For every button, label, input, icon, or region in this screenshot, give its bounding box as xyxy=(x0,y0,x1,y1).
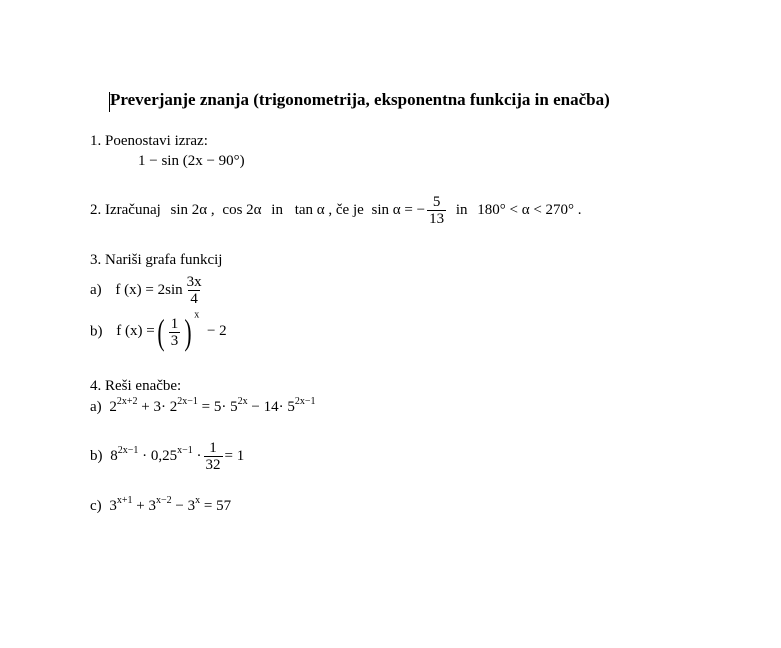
task1-expression xyxy=(138,152,245,170)
task2-frac-num: 5 xyxy=(432,194,441,210)
left-paren: ( xyxy=(157,312,165,352)
task4-c-equation: $3^{x+1} + 3^{x-2} - 3^x = 57$ xyxy=(109,495,232,514)
task4-c xyxy=(90,497,231,515)
task4-a-equation: $2^{2x+2} + 3\cdot 2^{2x-1} = 5\cdot 5^{2x} - 14\cdot 5^{2x-1}$ xyxy=(109,396,316,415)
task3-a-label: a) xyxy=(90,281,102,298)
task3-b-label: b) xyxy=(90,323,103,340)
page-title: Preverjanje znanja (trigonometrija, eksponentna funkcija in enačba) xyxy=(110,90,610,109)
task3-b-tail: − 2 xyxy=(206,323,227,340)
task3-heading: 3. Nariši grafa funkcij xyxy=(90,252,223,268)
task3-a-fraction xyxy=(185,274,204,307)
task4-b-fraction xyxy=(204,440,223,473)
task2-sina: sin α = − xyxy=(371,201,426,218)
task2-fraction xyxy=(427,194,446,227)
task2-in1: in xyxy=(271,201,283,218)
task1-heading: 1. Poenostavi izraz: xyxy=(90,133,208,149)
task4-b-num: 1 xyxy=(209,440,217,456)
task2-range: 180° < α < 270° . xyxy=(477,201,582,218)
task4-a xyxy=(90,398,315,416)
task4-b-den: 32 xyxy=(205,457,221,473)
task2-sin2a: sin 2α , xyxy=(170,201,215,218)
task4-a-label: a) xyxy=(90,399,102,415)
task4-b xyxy=(90,440,244,473)
task4-heading: 4. Reši enačbe: xyxy=(90,378,182,394)
task2-line xyxy=(90,194,582,227)
task2-tana: tan α , če je xyxy=(294,201,364,218)
task4-b-equation: $8^{2x-1} \cdot 0,25^{x-1}$ · xyxy=(110,444,202,464)
task1-expr-text: 1 − sin (2x − 90°) xyxy=(138,153,245,169)
task3-a-num: 3x xyxy=(186,274,202,290)
task3-b-fraction xyxy=(169,316,181,349)
task3-a xyxy=(90,274,206,307)
task2-cos2a: cos 2α xyxy=(222,201,262,218)
task4-b-rhs: = 1 xyxy=(224,447,245,464)
task3-b-den: 3 xyxy=(170,332,179,349)
task3-b-lhs: f (x) = xyxy=(116,323,155,340)
task2-in2: in xyxy=(455,201,468,218)
task2-frac-den: 13 xyxy=(429,211,445,227)
task4-c-label: c) xyxy=(90,498,102,514)
task3-b-num: 1 xyxy=(170,315,179,332)
task4-b-label: b) xyxy=(90,447,103,464)
right-paren: ) xyxy=(184,312,192,352)
task3-b xyxy=(90,309,227,352)
task3-a-lhs: f (x) = 2sin xyxy=(115,281,183,298)
task2-text: 2. Izračunaj xyxy=(90,201,161,218)
task3-b-exp: x xyxy=(194,309,200,321)
task3-a-den: 4 xyxy=(190,291,198,307)
